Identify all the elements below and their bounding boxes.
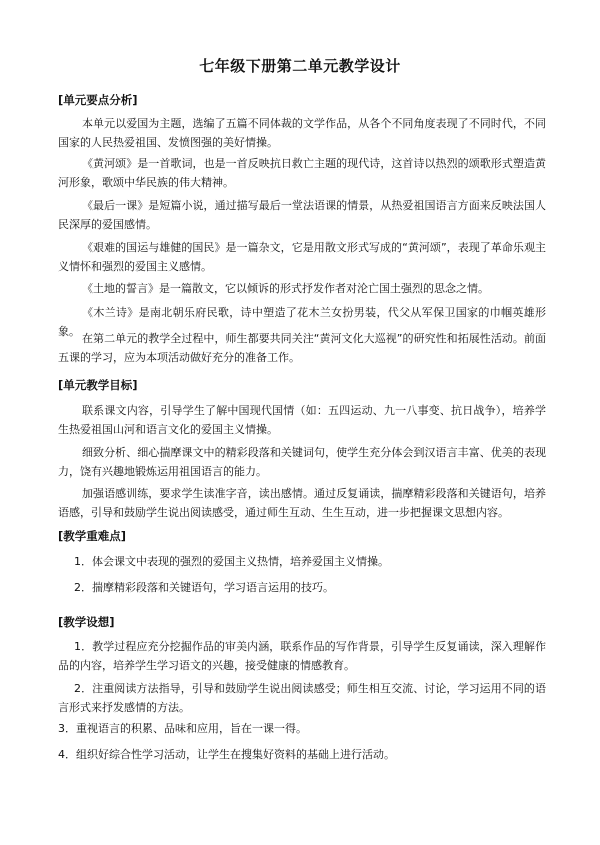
paragraph: 《最后一课》是短篇小说，通过描写最后一堂法语课的情景，从热爱祖国语言方面来反映法国人民深厚的爱国感情。 — [58, 199, 546, 231]
paragraph: 2．注重阅读方法指导，引导和鼓励学生说出阅读感受；师生相互交流、讨论，学习运用不同的语言形式来抒发感情的方法。 — [58, 682, 546, 714]
paragraph: 《艰难的国运与雄健的国民》是一篇杂文，它是用散文形式写成的“黄河颂”，表现了革命乐观主义情怀和强烈的爱国主义感情。 — [58, 241, 546, 273]
paragraph: 细致分析、细心揣摩课文中的精彩段落和关键词句，使学生充分体会到汉语言丰富、优美的表现力，饶有兴趣地锻炼运用祖国语言的能力。 — [58, 446, 546, 478]
paragraph: 本单元以爱国为主题，选编了五篇不同体裁的文学作品，从各个不同角度表现了不同时代，不同国家的人民热爱祖国、发愤图强的美好情操。 — [58, 117, 546, 149]
paragraph: 加强语感训练，要求学生读准字音，读出感情。通过反复诵读，揣摩精彩段落和关键语句，培养语感，引导和鼓励学生说出阅读感受，通过师生互动、生生互动，进一步把握课文思想内容。 — [58, 487, 546, 519]
paragraph: 在第二单元的教学全过程中，师生都要共同关注“黄河文化大巡视”的研究性和拓展性活动。前面五课的学习，应为本项活动做好充分的准备工作。 — [58, 332, 546, 364]
paragraph: 1．体会课文中表现的强烈的爱国主义热情，培养爱国主义情操。 — [74, 555, 389, 568]
paragraph: 《土地的誓言》是一篇散文，它以倾诉的形式抒发作者对沦亡国土强烈的思念之情。 — [82, 282, 489, 295]
paragraph: 4．组织好综合性学习活动，让学生在搜集好资料的基础上进行活动。 — [58, 748, 395, 761]
paragraph: 《木兰诗》是南北朝乐府民歌，诗中塑造了花木兰女扮男装，代父从军保卫国家的巾帼英雄形象。 — [58, 306, 546, 338]
section-heading-teaching-goals: [单元教学目标] — [58, 378, 138, 392]
section-heading-teaching-ideas: [教学设想] — [58, 615, 115, 629]
paragraph: 3．重视语言的积累、品味和应用，旨在一课一得。 — [58, 722, 307, 735]
paragraph: 《黄河颂》是一首歌词，也是一首反映抗日救亡主题的现代诗，这首诗以热烈的颂歌形式塑造黄河形象，歌颂中华民族的伟大精神。 — [58, 157, 546, 189]
section-heading-unit-analysis: [单元要点分析] — [58, 93, 138, 107]
paragraph: 联系课文内容，引导学生了解中国现代国情（如：五四运动、九一八事变、抗日战争），培养学生热爱祖国山河和语言文化的爱国主义情操。 — [58, 404, 546, 436]
paragraph: 2．揣摩精彩段落和关键语句，学习语言运用的技巧。 — [74, 581, 334, 594]
section-heading-key-points: [教学重难点] — [58, 529, 127, 543]
document-title: 七年级下册第二单元教学设计 — [199, 57, 401, 75]
paragraph: 1．教学过程应充分挖掘作品的审美内涵，联系作品的写作背景，引导学生反复诵读，深入理解作品的内容，培养学生学习语文的兴趣，接受健康的情感教育。 — [58, 640, 546, 672]
